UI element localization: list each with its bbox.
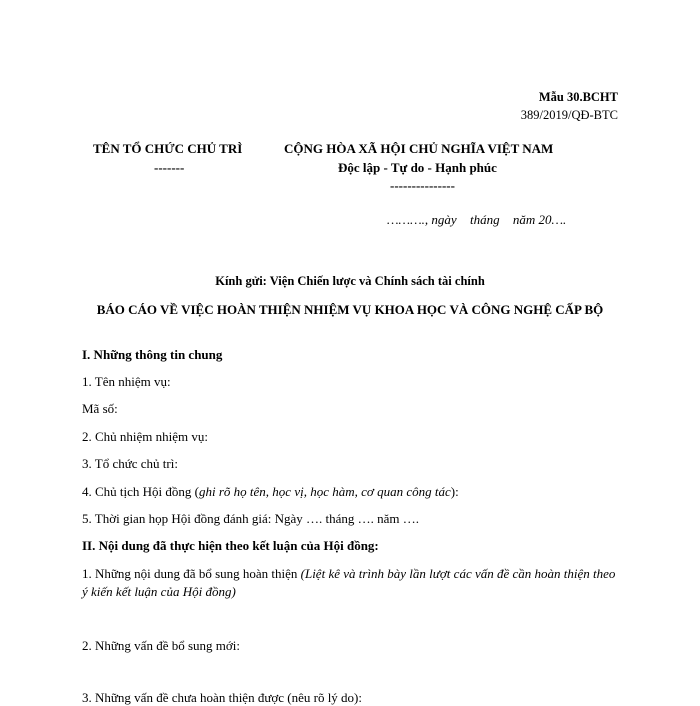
date-month: tháng — [469, 212, 500, 227]
recipient-line: Kính gửi: Viện Chiến lược và Chính sách tài chính — [215, 274, 485, 288]
new-issues-field: 2. Những vấn đề bổ sung mới: — [82, 638, 240, 653]
task-leader-field: 2. Chủ nhiệm nhiệm vụ: — [82, 429, 209, 444]
organization-divider: ------- — [154, 160, 185, 175]
date-year: năm 20…. — [512, 212, 567, 227]
national-title: CỘNG HÒA XÃ HỘI CHỦ NGHĨA VIỆT NAM — [284, 141, 554, 156]
meeting-time-field: 5. Thời gian họp Hội đồng đánh giá: Ngày …. tháng …. năm …. — [82, 511, 420, 526]
motto-divider: --------------- — [390, 178, 455, 193]
national-motto: Độc lập - Tự do - Hạnh phúc — [338, 160, 497, 175]
section-1-heading: I. Những thông tin chung — [82, 347, 223, 362]
task-name-field: 1. Tên nhiệm vụ: — [82, 374, 171, 389]
date-place: ………., ngày — [387, 212, 457, 227]
unfinished-issues-field: 3. Những vấn đề chưa hoàn thiện được (nêu rõ lý do): — [82, 690, 362, 705]
council-chair-field — [82, 484, 459, 500]
task-code-field: Mã số: — [82, 401, 118, 416]
report-title: BÁO CÁO VỀ VIỆC HOÀN THIỆN NHIỆM VỤ KHOA HỌC VÀ CÔNG NGHỆ CẤP BỘ — [96, 302, 604, 317]
date-line — [387, 212, 576, 228]
supplemented-content-label: 1. Những nội dung đã bổ sung hoàn thiện — [82, 566, 301, 581]
form-code: Mẫu 30.BCHT — [538, 90, 618, 104]
section-2-heading: II. Nội dung đã thực hiện theo kết luận của Hội đồng: — [82, 538, 379, 553]
council-chair-label: 4. Chủ tịch Hội đồng ( — [82, 484, 199, 499]
supplemented-content-note: (Liệt kê và trình bày lần lượt các vấn đề cần hoàn thiện theo ý kiến kết luận của Hội đồng) — [82, 566, 616, 599]
organization-label: TÊN TỔ CHỨC CHỦ TRÌ — [93, 141, 243, 156]
council-chair-note: ghi rõ họ tên, học vị, học hàm, cơ quan công tác — [199, 484, 451, 499]
council-chair-end: ): — [450, 484, 459, 499]
host-organization-field: 3. Tổ chức chủ trì: — [82, 456, 178, 471]
decision-number: 389/2019/QĐ-BTC — [520, 108, 618, 122]
supplemented-content-field — [82, 565, 618, 601]
